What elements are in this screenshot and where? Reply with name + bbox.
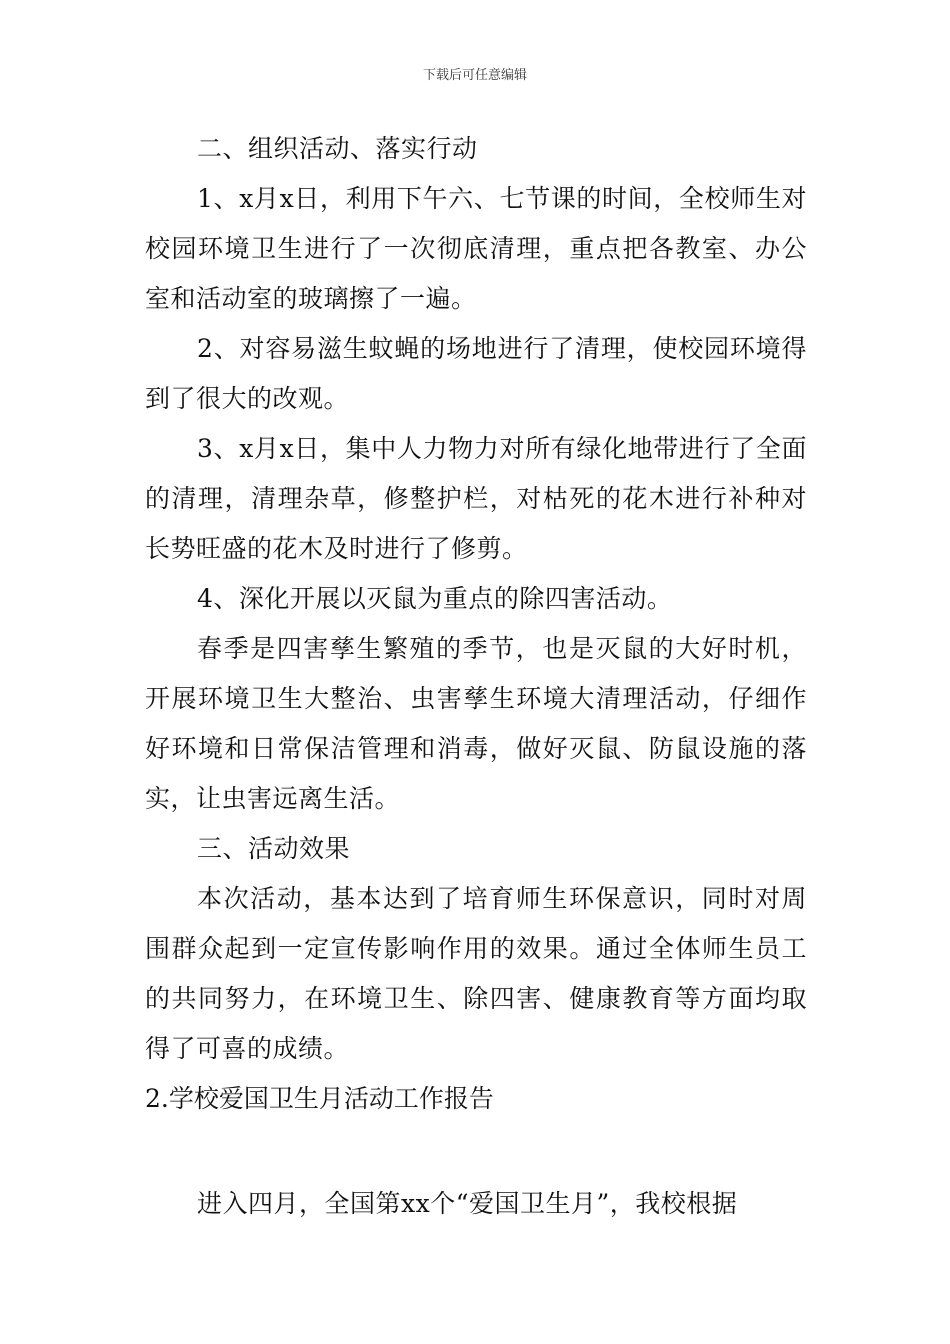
heading-organize-activities: 二、组织活动、落实行动 bbox=[197, 134, 478, 163]
section-title: 2.学校爱国卫生月活动工作报告 bbox=[145, 1084, 494, 1113]
heading-activity-effects: 三、活动效果 bbox=[197, 834, 351, 863]
page-header: 下载后可任意编辑 bbox=[422, 68, 527, 83]
spacer bbox=[145, 1124, 807, 1179]
paragraph-spring: 春季是四害孳生繁殖的季节，也是灭鼠的大好时机，开展环境卫生大整治、虫害孳生环境大清理活动，仔细作好环境和日常保洁管理和消毒，做好灭鼠、防鼠设施的落实，让虫害远离生活。 bbox=[145, 634, 807, 813]
document-body bbox=[145, 124, 807, 1229]
paragraph-item-2: 2、对容易滋生蚊蝇的场地进行了清理，使校园环境得到了很大的改观。 bbox=[145, 334, 807, 413]
paragraph-item-4: 4、深化开展以灭鼠为重点的除四害活动。 bbox=[197, 584, 673, 613]
paragraph-effects: 本次活动，基本达到了培育师生环保意识，同时对周围群众起到一定宣传影响作用的效果。通过全体师生员工的共同努力，在环境卫生、除四害、健康教育等方面均取得了可喜的成绩。 bbox=[145, 884, 807, 1063]
paragraph-intro-april: 进入四月，全国第xx个“爱国卫生月”，我校根据 bbox=[197, 1189, 738, 1218]
paragraph-item-1: 1、x月x日，利用下午六、七节课的时间，全校师生对校园环境卫生进行了一次彻底清理，重点把各教室、办公室和活动室的玻璃擦了一遍。 bbox=[145, 184, 807, 313]
paragraph-item-3: 3、x月x日，集中人力物力对所有绿化地带进行了全面的清理，清理杂草，修整护栏，对枯死的花木进行补种对长势旺盛的花木及时进行了修剪。 bbox=[145, 434, 807, 563]
